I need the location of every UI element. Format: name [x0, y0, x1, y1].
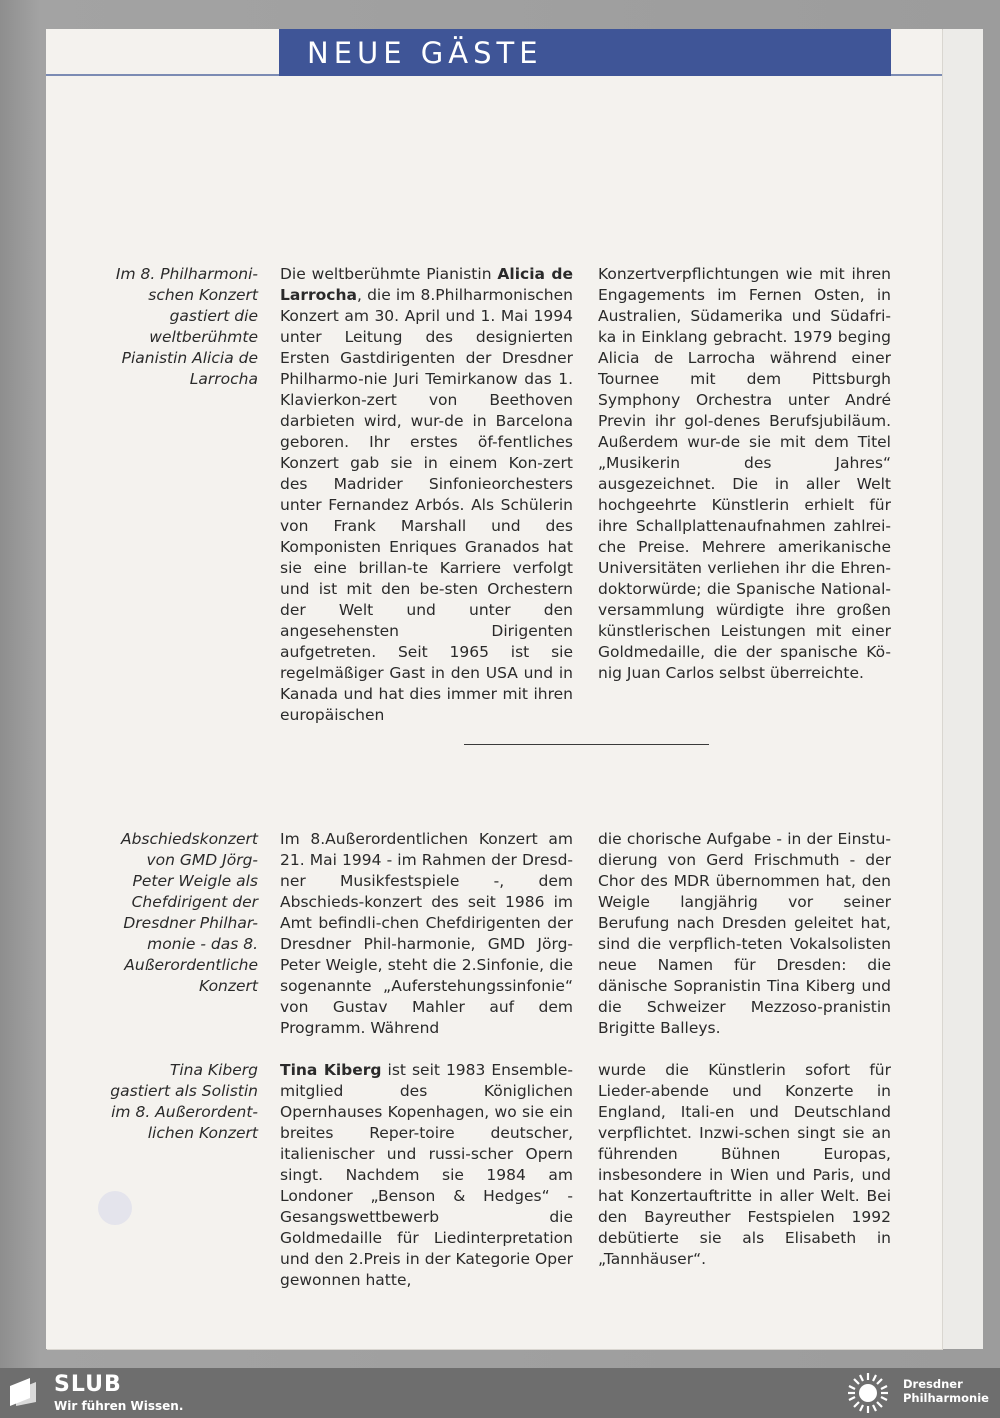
dresdner-philharmonie-logo-icon	[842, 1372, 894, 1414]
article-larrocha-col1: Die weltberühmte Pianistin Alicia de Larrocha, die im 8.Philharmonischen Konzert am 30. April und 1. Mai 1994 unter Leitung des designierten Ersten Gastdirigenten der Dresdner Philharmo-nie Juri Temirkanow das 1. Klavierkon-zert von Beethoven darbieten wird, wur-de in Barcelona geboren. Ihr erstes öf-fentliches Konzert gab sie in einem Kon-zert des Madrider Sinfonieorchesters unter Fernandez Arbós. Als Schülerin von Frank Marshall und des Komponisten Enriques Granados hat sie eine brillan-te Karriere verfolgt und ist mit den be-sten Orchestern der Welt und unter den angesehensten Dirigenten aufgetreten. Seit 1965 ist sie regelmäßiger Gast in den USA und in Kanada und hat dies immer mit ihren europäischen	[280, 265, 573, 724]
section-divider	[464, 744, 709, 745]
document-page	[46, 29, 942, 1349]
article-kiberg-col1: Tina Kiberg ist seit 1983 Ensemble-mitglied des Königlichen Opernhauses Kopenhagen, wo sie ein breites Reper-toire deutscher, italienischer und russi-scher Opern singt. Nachdem sie 1984 am Londoner „Benson & Hedges“ - Gesangswettbewerb die Goldmedaille für Liedinterpretation und den 2.Preis in der Kategorie Oper gewonnen hatte,	[280, 1061, 573, 1289]
article-kiberg-col2: wurde die Künstlerin sofort für Lieder-abende und Konzerte in England, Itali-en und Deutschland verpflichtet. Inzwi-schen singt sie an führenden Bühnen Europas, insbesondere in Wien und Paris, und hat Konzertauftritte in aller Welt. Bei den Bayreuther Festspielen 1992 debütierte sie als Elisabeth in „Tannhäuser“.	[598, 1061, 891, 1268]
slub-tagline: Wir führen Wissen.	[54, 1399, 184, 1413]
article-weigle-col2: die chorische Aufgabe - in der Einstu-dierung von Gerd Frischmuth - der Chor des MDR übernommen hat, den Weigle langjährig vor seiner Berufung nach Dresden geleitet hat, sind die verpflich-teten Vokalsolisten neue Namen für Dresden: die dänische Sopranistin Tina Kiberg und die Schweizer Mezzoso-pranistin Brigitte Balleys.	[598, 830, 891, 1037]
section-header	[279, 29, 891, 76]
partner-name-line1: Dresdner	[903, 1377, 963, 1391]
article-weigle-col1: Im 8.Außerordentlichen Konzert am 21. Mai 1994 - im Rahmen der Dresd-ner Musikfestspiele -, dem Abschieds-konzert des seit 1986 im Amt befindli-chen Chefdirigenten der Dresdner Phil-harmonie, GMD Jörg-Peter Weigle, steht die 2.Sinfonie, die sogenannte „Auferstehungssinfonie“ von Gustav Mahler auf dem Programm. Während	[280, 830, 573, 1037]
partner-name	[903, 1377, 989, 1405]
slub-logo-icon	[8, 1376, 40, 1408]
side-note-larrocha: Im 8. Philharmoni- schen Konzert gastiert die weltberühmte Pianistin Alicia de Larrocha	[115, 265, 258, 388]
side-note-kiberg: Tina Kiberg gastiert als Solistin im 8. Außerordent- lichen Konzert	[110, 1061, 258, 1142]
show-through-mark	[98, 1191, 132, 1225]
page-title: NEUE GÄSTE	[307, 35, 543, 70]
side-note-weigle: Abschiedskonzert von GMD Jörg- Peter Weigle als Chefdirigent der Dresdner Philhar- monie - das 8. Außerordentliche Konzert	[120, 830, 258, 995]
next-page-edge	[942, 29, 983, 1349]
partner-name-line2: Philharmonie	[903, 1391, 989, 1405]
slub-name: SLUB	[54, 1372, 122, 1397]
footer-bar	[0, 1368, 1000, 1418]
article-larrocha-col2: Konzertverpflichtungen wie mit ihren Engagements im Fernen Osten, in Australien, Südamerika und Südafri-ka in Einklang gebracht. 1979 beging Alicia de Larrocha während einer Tournee mit dem Pittsburgh Symphony Orchestra unter André Previn ihr gol-denes Berufsjubiläum. Außerdem wur-de sie mit dem Titel „Musikerin des Jahres“ ausgezeichnet. Die in aller Welt hochgeehrte Künstlerin erhielt für ihre Schallplattenaufnahmen zahlrei-che Preise. Mehrere amerikanische Universitäten verliehen ihr die Ehren-doktorwürde; die Spanische National-versammlung würdigte ihre großen künstlerischen Leistungen mit einer Goldmedaille, die der spanische Kö-nig Juan Carlos selbst überreichte.	[598, 265, 891, 682]
